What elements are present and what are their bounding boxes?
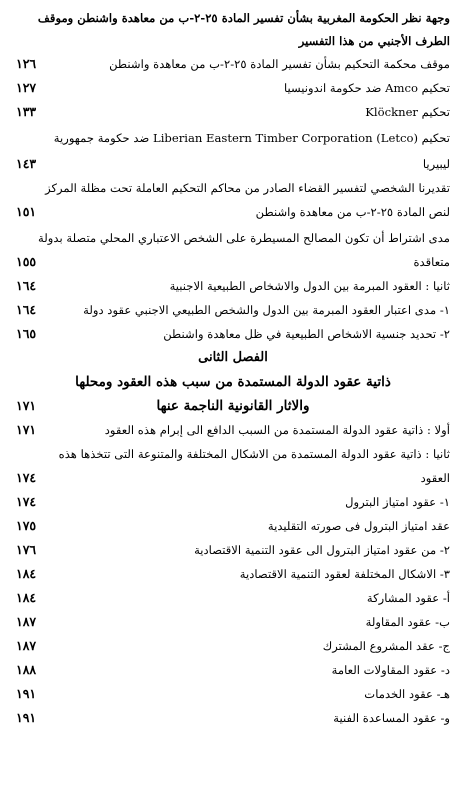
toc-entry-text: ب- عقود المقاولة [365,615,450,629]
toc-entry-page: ١٢٦ [16,56,37,71]
toc-entry-text: ٢- تحديد جنسية الاشخاص الطبيعية في ظل معاهدة واشنطن [163,327,450,341]
toc-entry-text: وجهة نظر الحكومة المغربية بشأن تفسير المادة ٢٥-٢-ب من معاهدة واشنطن وموقف [37,11,450,25]
chapter-title-line1: ذاتية عقود الدولة المستمدة من سبب هذه العقود ومحلها [75,374,391,390]
toc-entry-text: لنص المادة ٢٥-٢-ب من معاهدة واشنطن [255,205,450,219]
toc-entry-text: ١- عقود امتياز البترول [345,495,450,509]
toc-entry-text: ١- مدى اعتبار العقود المبرمة بين الدول والشخص الطبيعي الاجنبي عقود دولة [83,303,450,317]
toc-entry-text: تحكيم Amco ضد حكومة اندونيسيا [283,81,450,95]
toc-entry-text: ليبيريا [422,157,450,171]
toc-entry-page: ١٦٤ [16,278,37,293]
toc-entry-text: أ- عقود المشاركة [366,591,450,605]
toc-entry-page: ١٧٥ [16,518,37,533]
toc-entry-page: ١٧٦ [16,542,37,557]
toc-entry-page: ١٧٤ [16,494,37,509]
toc-entry-text: تقديرنا الشخصي لتفسير القضاء الصادر من محاكم التحكيم العاملة تحت مظلة المركز [45,181,450,195]
toc-entry-page: ١٩١ [16,686,37,701]
toc-entry-text: مدى اشتراط أن تكون المصالح المسيطرة على الشخص الاعتباري المحلي متصلة بدولة [38,231,450,245]
toc-entry-text: ج- عقد المشروع المشترك [322,639,450,653]
toc-entry-page: ١٥١ [16,204,37,219]
toc-entry-text: متعاقدة [413,255,450,269]
toc-entry-page: ١٨٤ [16,566,37,581]
toc-entry-page: ١٨٧ [16,638,37,653]
toc-entry-page: ١٦٥ [16,326,37,341]
toc-entry-page: ١٢٧ [16,80,37,95]
toc-entry-page: ١٤٣ [16,156,37,171]
toc-entry-text: د- عقود المقاولات العامة [331,663,450,677]
toc-entry-page: ١٩١ [16,710,37,725]
chapter-title-line2: والاثار القانونية الناجمة عنها [156,398,310,414]
toc-entry-page: ١٦٤ [16,302,37,317]
toc-entry-text: عقد امتياز البترول فى صورته التقليدية [267,519,450,533]
toc-entry-page: ١٧٤ [16,470,37,485]
toc-entry-text: و- عقود المساعدة الفنية [333,711,450,725]
toc-entry-text: أولا : ذاتية عقود الدولة المستمدة من السبب الدافع الى إبرام هذه العقود [104,423,450,437]
toc-entry-text: ٢- من عقود امتياز البترول الى عقود التنمية الاقتصادية [194,543,450,557]
toc-entry-text: ثانيا : العقود المبرمة بين الدول والاشخاص الطبيعية الاجنبية [169,279,450,293]
chapter-heading: الفصل الثانى [198,350,268,365]
toc-entry-text: تحكيم Liberian Eastern Timber Corporation (Letco) ضد حكومة جمهورية [53,131,450,145]
toc-entry-text: موقف محكمة التحكيم بشأن تفسير المادة ٢٥-٢-ب من معاهدة واشنطن [109,57,450,71]
toc-entry-page: ١٧١ [16,422,37,437]
chapter-title-page: ١٧١ [16,398,37,413]
toc-entry-text: ثانيا : ذاتية عقود الدولة المستمدة من الاشكال المختلفة والمتنوعة التى تتخذها هذه [58,447,450,461]
toc-entry-page: ١٨٨ [16,662,37,677]
toc-entry-text: ٣- الاشكال المختلفة لعقود التنمية الاقتصادية [239,567,450,581]
toc-entry-page: ١٨٧ [16,614,37,629]
toc-entry-page: ١٣٣ [16,104,37,119]
toc-entry-page: ١٥٥ [16,254,37,269]
toc-entry-text: الطرف الأجنبي من هذا التفسير [298,34,450,48]
toc-entry-text: هـ- عقود الخدمات [364,687,450,701]
toc-entry-page: ١٨٤ [16,590,37,605]
toc-entry-text: العقود [420,471,450,485]
toc-entry-text: تحكيم Klöckner [365,105,450,119]
